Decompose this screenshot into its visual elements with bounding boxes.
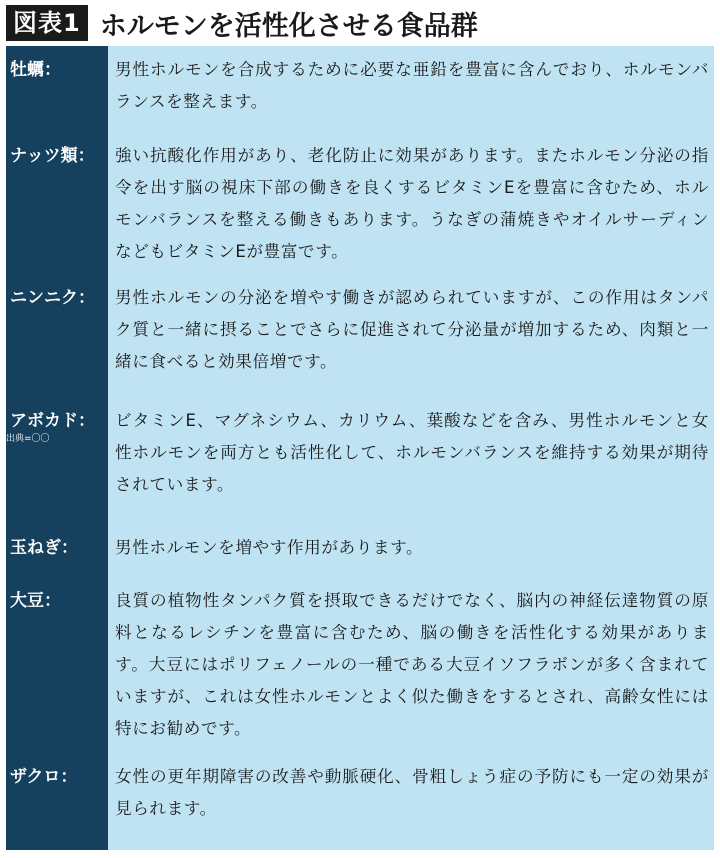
row-label: ナッツ類： [10, 146, 95, 166]
row-label: アボカド： [10, 411, 95, 431]
source-note: 出典=〇〇 [6, 434, 50, 444]
figure-header [0, 0, 720, 46]
row-description: 強い抗酸化作用があり、老化防止に効果があります。またホルモン分泌の指令を出す脳の視床下部の働きを良くするビタミンEを豊富に含むため、ホルモンバランスを整える働きもあります。うなぎの蒲焼きやオイルサーディンなどもビタミンEが豊富です。 [115, 146, 709, 261]
row-label: ニンニク： [10, 288, 95, 308]
row-description: 女性の更年期障害の改善や動脈硬化、骨粗しょう症の予防にも一定の効果が見られます。 [115, 767, 709, 818]
row-description: 良質の植物性タンパク質を摂取できるだけでなく、脳内の神経伝達物質の原料となるレシチンを豊富に含むため、脳の働きを活性化する効果があります。大豆にはポリフェノールの一種である大豆イソフラボンが多く含まれていますが、これは女性ホルモンとよく似た働きをするとされ、高齢女性には特にお勧めです。 [115, 591, 709, 738]
row-description: ビタミンE、マグネシウム、カリウム、葉酸などを含み、男性ホルモンと女性ホルモンを両方とも活性化して、ホルモンバランスを維持する効果が期待されています。 [115, 411, 709, 494]
row-label: 牡蠣： [10, 60, 61, 80]
figure-badge: 図表1 [6, 5, 88, 41]
row-description: 男性ホルモンを増やす作用があります。 [115, 538, 424, 557]
figure-title: ホルモンを活性化させる食品群 [99, 10, 478, 42]
food-table [6, 46, 714, 850]
row-label: 玉ねぎ： [10, 538, 78, 558]
row-label: ザクロ： [10, 767, 78, 787]
row-description: 男性ホルモンの分泌を増やす働きが認められていますが、この作用はタンパク質と一緒に摂ることでさらに促進されて分泌量が増加するため、肉類と一緒に食べると効果倍増です。 [115, 288, 709, 371]
row-description: 男性ホルモンを合成するために必要な亜鉛を豊富に含んでおり、ホルモンバランスを整えます。 [115, 60, 709, 111]
row-label: 大豆： [10, 591, 61, 611]
